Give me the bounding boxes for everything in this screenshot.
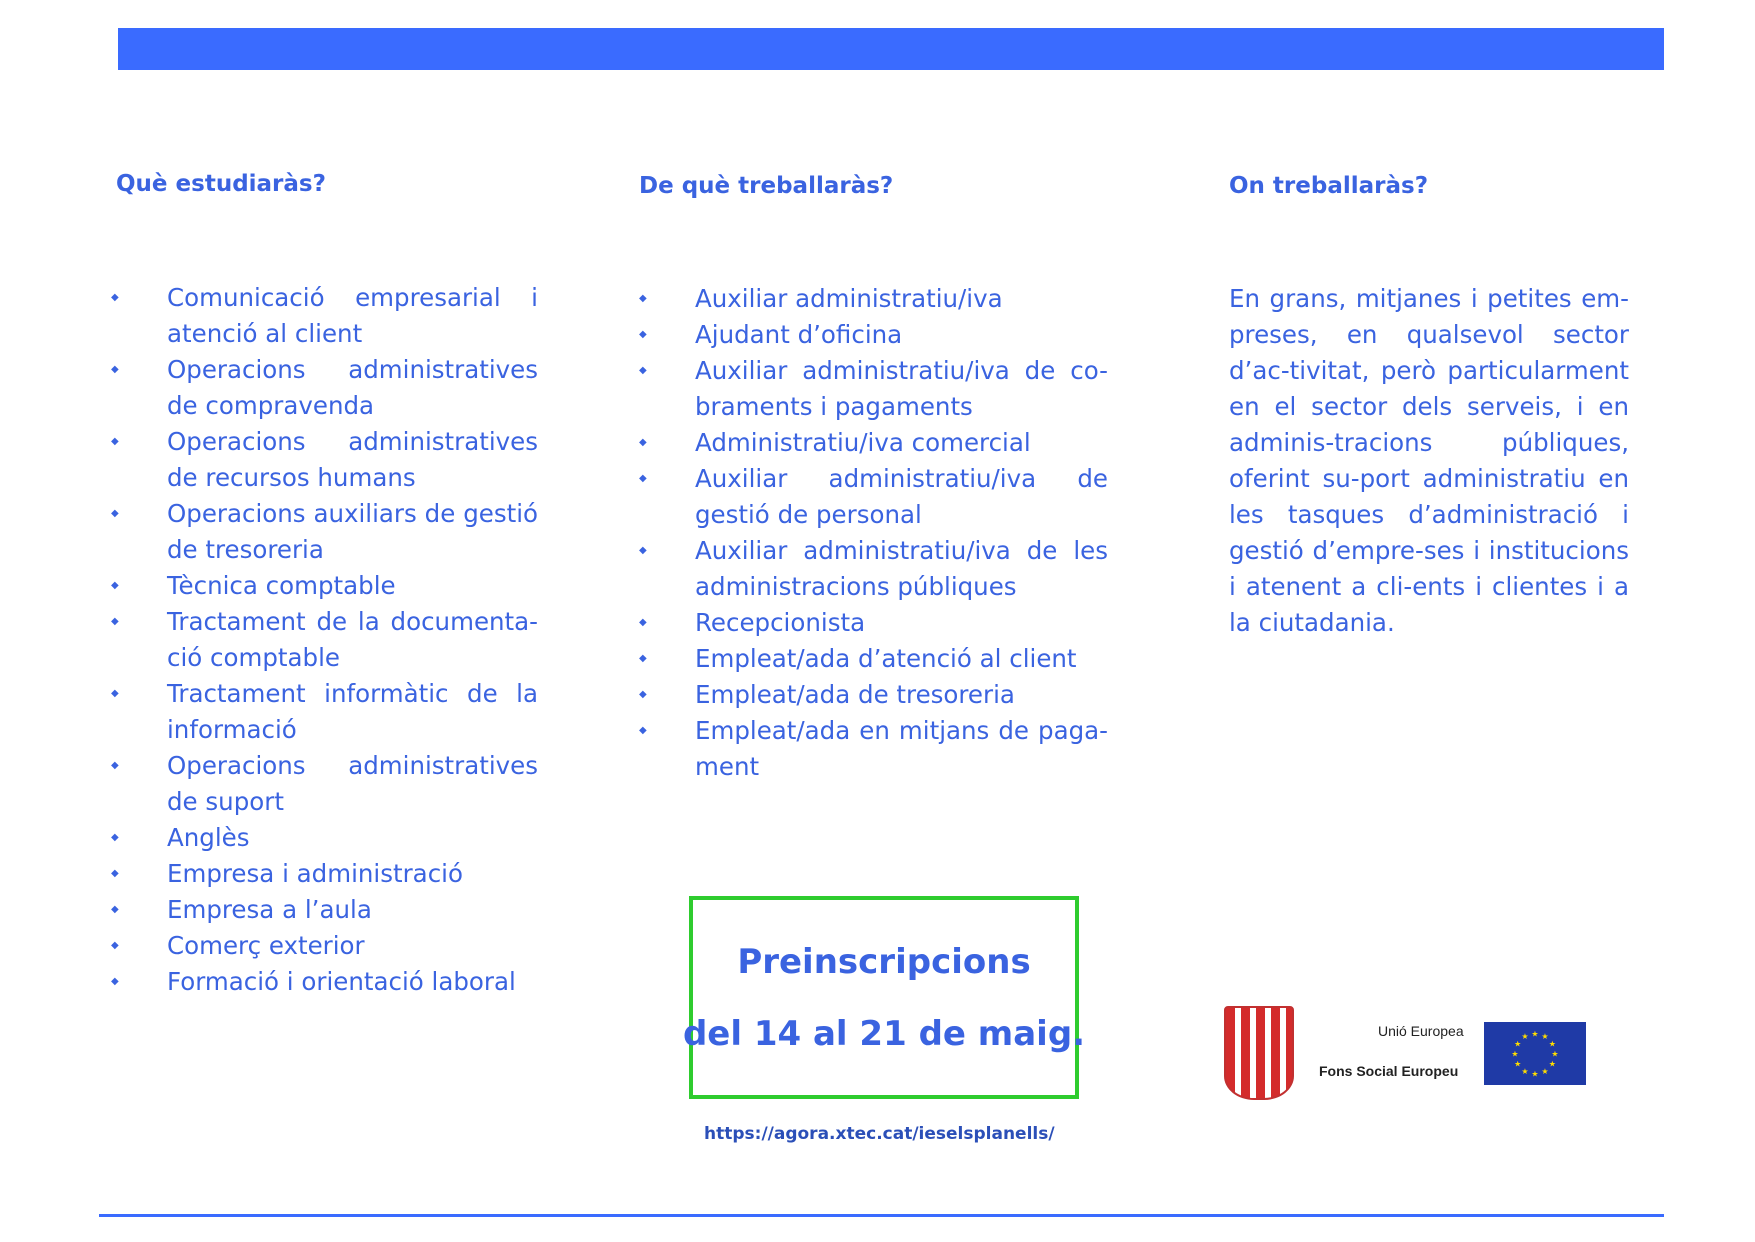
- eu-star-icon: ★: [1541, 1066, 1549, 1076]
- list-item: ◆ Comunicació empresarial i atenció al client: [111, 280, 538, 352]
- eu-star-icon: ★: [1514, 1039, 1522, 1049]
- list-item: ◆ Tractament de la documenta-ció comptable: [111, 604, 538, 676]
- list-item: ◆ Auxiliar administratiu/iva de co-braments i pagaments: [639, 353, 1108, 425]
- bottom-rule: [99, 1214, 1664, 1217]
- list-item: ◆ Empleat/ada de tresoreria: [639, 677, 1108, 713]
- eu-star-icon: ★: [1551, 1049, 1559, 1059]
- preinscription-dates: del 14 al 21 de maig.: [682, 1013, 1086, 1054]
- website-link[interactable]: https://agora.xtec.cat/ieselsplanells/: [704, 1124, 1055, 1144]
- list-item: ◆ Operacions administratives de compravenda: [111, 352, 538, 424]
- preinscription-title: Preinscripcions: [737, 941, 1031, 982]
- eu-star-icon: ★: [1548, 1039, 1556, 1049]
- list-item: ◆ Empresa i administració: [111, 856, 538, 892]
- list-item: ◆ Operacions administratives de suport: [111, 748, 538, 820]
- eu-star-icon: ★: [1541, 1032, 1549, 1042]
- eu-star-icon: ★: [1531, 1069, 1539, 1079]
- list-item: ◆ Empleat/ada d’atenció al client: [639, 641, 1108, 677]
- list-item: ◆ Auxiliar administratiu/iva de les administracions públiques: [639, 533, 1108, 605]
- list-item: ◆ Administratiu/iva comercial: [639, 425, 1108, 461]
- eu-star-icon: ★: [1521, 1032, 1529, 1042]
- eu-label: Unió Europea: [1378, 1023, 1464, 1039]
- eu-star-icon: ★: [1548, 1059, 1556, 1069]
- heading-work-where: On treballaràs?: [1229, 173, 1429, 199]
- list-item: ◆ Auxiliar administratiu/iva: [639, 281, 1108, 317]
- jobs-list: [639, 281, 1108, 785]
- list-item: ◆ Ajudant d’oficina: [639, 317, 1108, 353]
- heading-work-as: De què treballaràs?: [639, 173, 894, 199]
- list-item: ◆ Comerç exterior: [111, 928, 538, 964]
- top-banner-bar: [118, 28, 1664, 70]
- study-list: [111, 280, 538, 1000]
- list-item: ◆ Tècnica comptable: [111, 568, 538, 604]
- generalitat-emblem-icon: [1224, 1006, 1294, 1100]
- eu-star-icon: ★: [1514, 1059, 1522, 1069]
- list-item: ◆ Auxiliar administratiu/iva de gestió de personal: [639, 461, 1108, 533]
- heading-study: Què estudiaràs?: [116, 171, 326, 197]
- list-item: ◆ Empleat/ada en mitjans de paga-ment: [639, 713, 1108, 785]
- list-item: ◆ Recepcionista: [639, 605, 1108, 641]
- esf-label: Fons Social Europeu: [1319, 1063, 1459, 1079]
- eu-star-icon: ★: [1521, 1066, 1529, 1076]
- list-item: ◆ Anglès: [111, 820, 538, 856]
- list-item: ◆ Formació i orientació laboral: [111, 964, 538, 1000]
- list-item: ◆ Empresa a l’aula: [111, 892, 538, 928]
- eu-stars-icon: [1484, 1022, 1586, 1085]
- list-item: ◆ Operacions administratives de recursos humans: [111, 424, 538, 496]
- preinscription-box: [682, 896, 1086, 1099]
- eu-star-icon: ★: [1511, 1049, 1519, 1059]
- work-where-paragraph: En grans, mitjanes i petites em-preses, en qualsevol sector d’ac-tivitat, però particularment en el sector dels serveis, i en adminis-tracions públiques, oferint su-port administratiu en les tasques d’administració i gestió d’empre-ses i institucions i atenent a cli-ents i clientes i a la ciutadania.: [1229, 284, 1629, 637]
- list-item: ◆ Operacions auxiliars de gestió de tresoreria: [111, 496, 538, 568]
- eu-flag-icon: [1484, 1022, 1586, 1085]
- eu-star-icon: ★: [1531, 1029, 1539, 1039]
- list-item: ◆ Tractament informàtic de la informació: [111, 676, 538, 748]
